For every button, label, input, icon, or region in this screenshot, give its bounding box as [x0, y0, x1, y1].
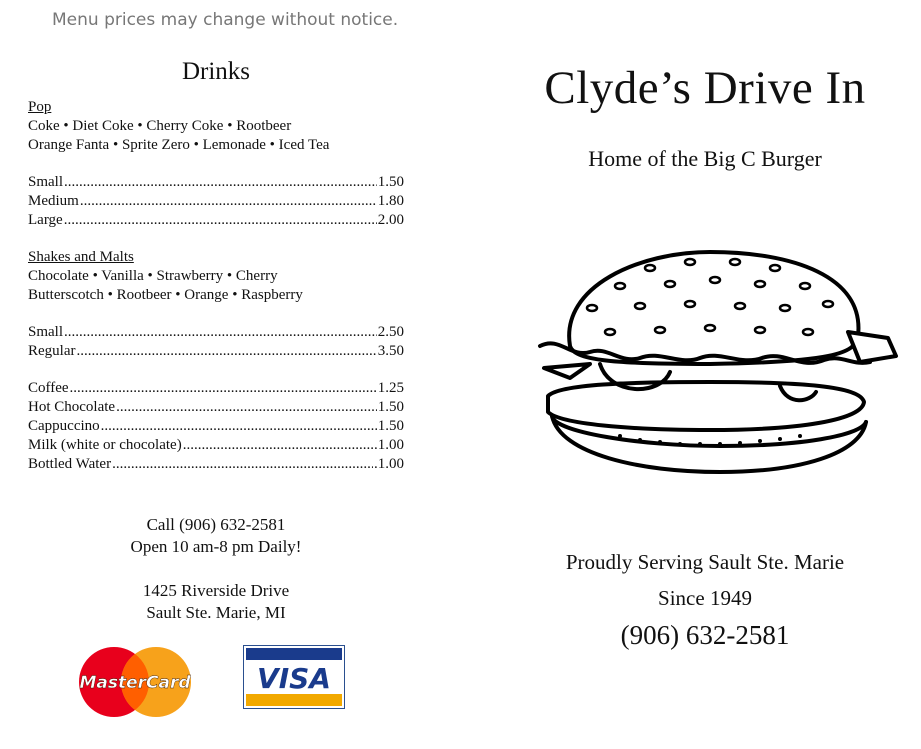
size-price: 2.50	[377, 324, 404, 340]
pop-size-row	[28, 192, 404, 211]
drink-label: Milk (white or chocolate)	[28, 437, 182, 453]
shakes-flavors-2: Butterscotch • Rootbeer • Orange • Raspberry	[28, 287, 303, 303]
cover-panel	[520, 60, 890, 172]
size-price: 1.80	[377, 193, 404, 209]
drink-label: Bottled Water	[28, 456, 112, 472]
drink-price: 1.50	[377, 399, 404, 415]
drink-price: 1.25	[377, 380, 404, 396]
price-notice: Menu prices may change without notice.	[52, 10, 399, 30]
shake-size-row	[28, 323, 404, 342]
contact-block	[28, 514, 404, 624]
pop-heading: Pop	[28, 99, 52, 115]
pop-flavors-1: Coke • Diet Coke • Cherry Coke • Rootbeer	[28, 118, 292, 134]
size-price: 2.00	[377, 212, 404, 228]
drink-label: Cappuccino	[28, 418, 100, 434]
size-price: 3.50	[377, 343, 404, 359]
size-label: Small	[28, 174, 64, 190]
mastercard-wordmark: MasterCard	[79, 673, 191, 693]
visa-wordmark: VISA	[257, 662, 331, 695]
drink-row	[28, 417, 404, 436]
drink-price: 1.50	[377, 418, 404, 434]
contact-hours: Open 10 am-8 pm Daily!	[130, 537, 302, 556]
drink-price: .1.00	[374, 456, 404, 472]
cover-footer	[520, 548, 890, 652]
pop-size-row	[28, 211, 404, 230]
mastercard-logo	[76, 646, 194, 718]
shake-size-row	[28, 342, 404, 361]
tagline: Home of the Big C Burger	[588, 146, 822, 171]
drinks-title: Drinks	[181, 58, 251, 85]
serving-line: Proudly Serving Sault Ste. Marie	[565, 550, 845, 574]
drink-row	[28, 379, 404, 398]
restaurant-name: Clyde’s Drive In	[544, 62, 866, 114]
size-label: Regular	[28, 343, 76, 359]
since-line: Since 1949	[658, 586, 752, 610]
size-label: Medium	[28, 193, 79, 209]
size-price: 1.50	[377, 174, 404, 190]
cover-phone: (906) 632-2581	[620, 620, 790, 650]
drink-label: Coffee	[28, 380, 69, 396]
drink-row	[28, 398, 404, 417]
drink-row	[28, 455, 404, 474]
drink-price: .1.00	[374, 437, 404, 453]
size-label: Large	[28, 212, 63, 228]
drink-label: Hot Chocolate	[28, 399, 116, 415]
shakes-heading: Shakes and Malts	[28, 249, 134, 265]
pop-size-row	[28, 173, 404, 192]
drink-row	[28, 436, 404, 455]
burger-illustration	[530, 246, 902, 486]
drinks-panel	[28, 58, 404, 474]
payment-cards	[76, 644, 356, 716]
contact-phone: Call (906) 632-2581	[146, 515, 286, 534]
pop-flavors-2: Orange Fanta • Sprite Zero • Lemonade • Iced Tea	[28, 137, 330, 153]
visa-logo	[243, 645, 345, 709]
contact-address-1: 1425 Riverside Drive	[142, 581, 290, 600]
size-label: Small	[28, 324, 64, 340]
contact-address-2: Sault Ste. Marie, MI	[146, 603, 286, 622]
shakes-flavors-1: Chocolate • Vanilla • Strawberry • Cherry	[28, 268, 278, 284]
